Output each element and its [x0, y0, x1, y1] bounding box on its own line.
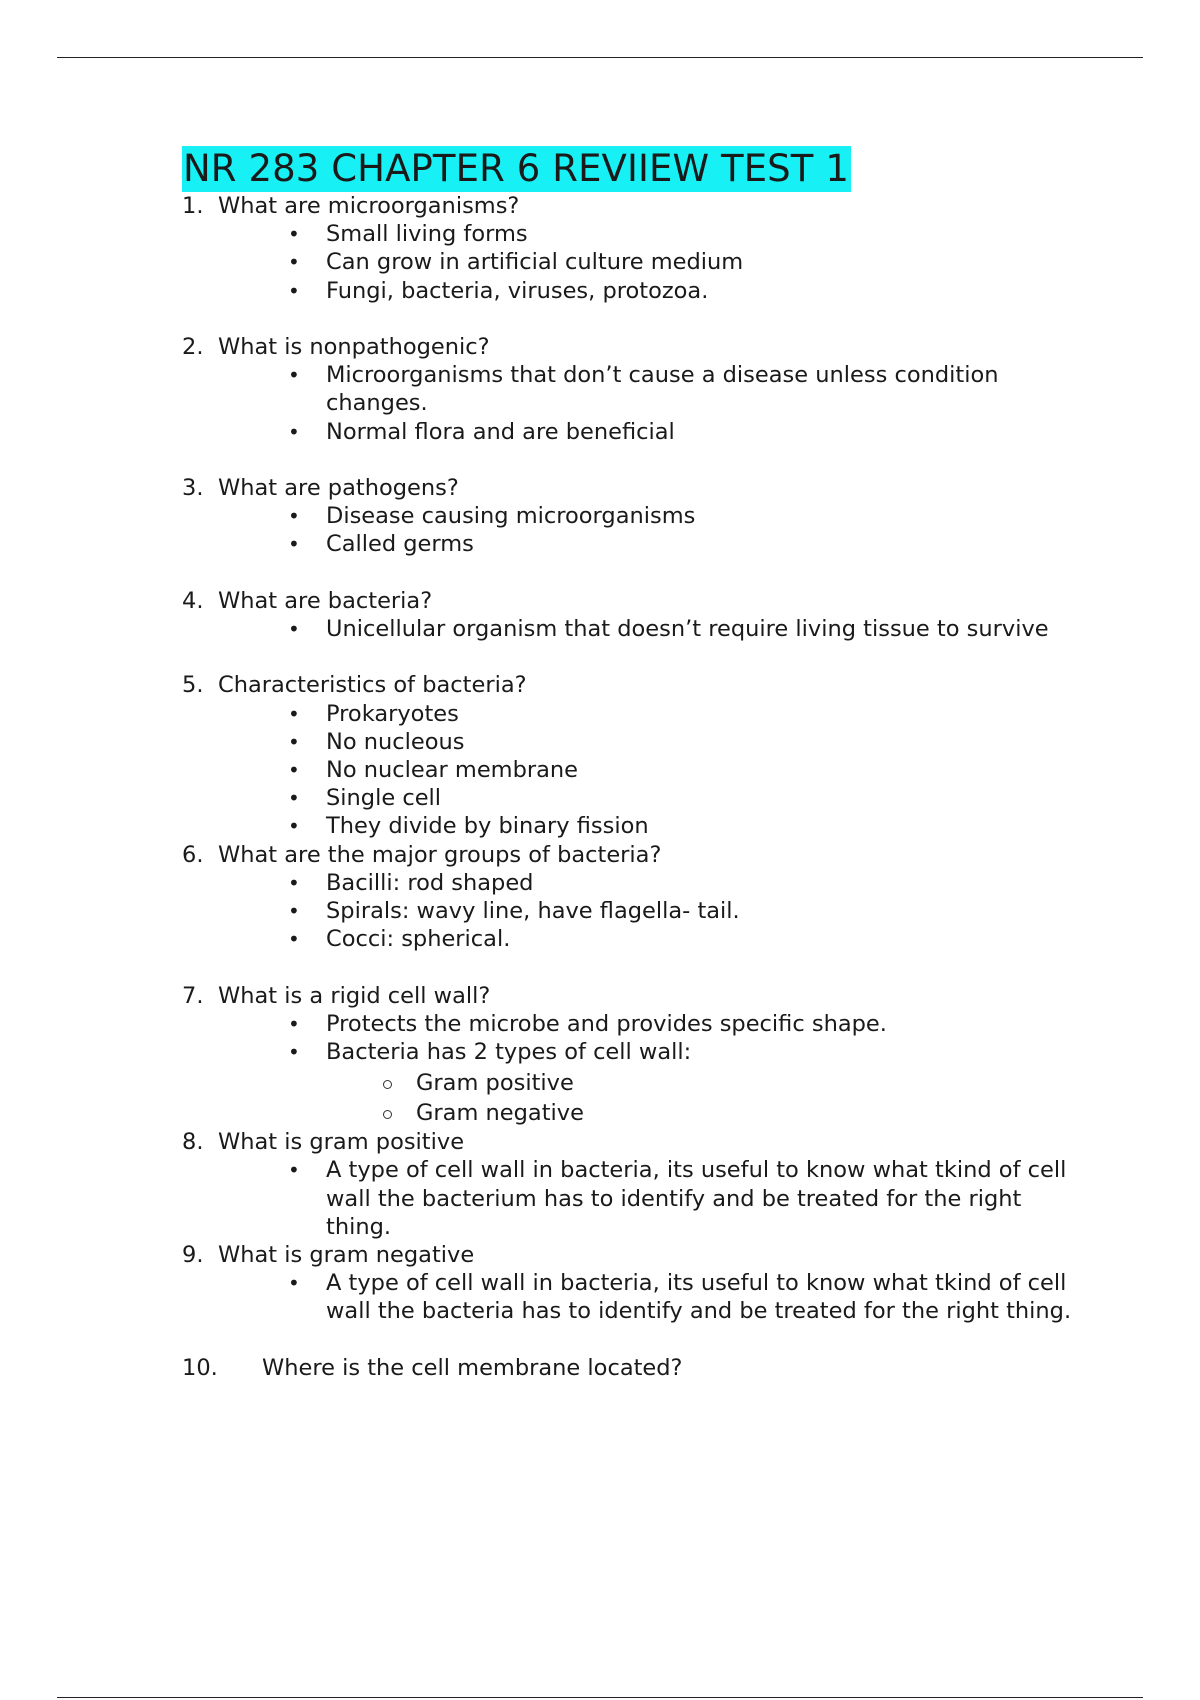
answer-bullet: • Small living forms — [326, 220, 1082, 248]
question-number: 3. — [182, 475, 204, 501]
question-number: 2. — [182, 334, 204, 360]
sub-bullet: Gram negative — [416, 1098, 1082, 1128]
answer-bullet: • Fungi, bacteria, viruses, protozoa. — [326, 277, 1082, 305]
question-item — [182, 1241, 1082, 1354]
answer-bullet: • Can grow in artificial culture medium — [326, 248, 1082, 276]
title-block — [182, 146, 1082, 192]
answer-bullet: • No nuclear membrane — [326, 756, 1082, 784]
answer-bullet: • They divide by binary fission — [326, 812, 1082, 840]
question-text: What are pathogens? — [218, 475, 459, 501]
question-number: 1. — [182, 193, 204, 219]
answer-bullet — [326, 1038, 1082, 1128]
question-number: 6. — [182, 841, 204, 868]
question-number: 9. — [182, 1242, 204, 1269]
answer-bullet: • Bacilli: rod shaped — [326, 869, 1082, 897]
question-item — [182, 1354, 1082, 1382]
question-item — [182, 671, 1082, 840]
answer-bullet: • Microorganisms that don’t cause a disease unless condition changes. — [326, 361, 1082, 417]
question-item — [182, 192, 1082, 333]
question-item — [182, 587, 1082, 672]
bottom-rule — [57, 1697, 1143, 1698]
question-text: Where is the cell membrane located? — [262, 1354, 683, 1381]
page-title: NR 283 CHAPTER 6 REVIIEW TEST 1 — [183, 147, 849, 190]
question-text: What is gram positive — [218, 1129, 465, 1156]
question-text: What is a rigid cell wall? — [218, 982, 491, 1009]
question-text: What are the major groups of bacteria? — [218, 841, 662, 868]
question-text: What is nonpathogenic? — [218, 334, 490, 360]
sub-bullet: Gram positive — [416, 1068, 1082, 1098]
answer-bullet: • A type of cell wall in bacteria, its useful to know what tkind of cell wall the bacteria has to identify and be treated for the right thing. — [326, 1269, 1082, 1325]
answer-bullet: • No nucleous — [326, 728, 1082, 756]
answer-bullet: • Protects the microbe and provides specific shape. — [326, 1010, 1082, 1038]
question-number: 8. — [182, 1129, 204, 1156]
answer-bullet: • Normal flora and are beneficial — [326, 418, 1082, 446]
question-number: 4. — [182, 587, 204, 614]
answer-bullet: • A type of cell wall in bacteria, its useful to know what tkind of cell wall the bacterium has to identify and be treated for the right thing. — [326, 1156, 1082, 1241]
answer-bullet: • Cocci: spherical. — [326, 925, 1082, 953]
answer-bullet-text: Bacteria has 2 types of cell wall: — [326, 1039, 692, 1066]
question-item — [182, 474, 1082, 587]
answer-bullet: • Disease causing microorganisms — [326, 502, 1082, 530]
question-item — [182, 841, 1082, 982]
answer-bullet: • Prokaryotes — [326, 700, 1082, 728]
top-rule — [57, 57, 1143, 58]
question-number: 10. — [182, 1354, 218, 1381]
question-text: What is gram negative — [218, 1242, 475, 1269]
answer-bullet: • Single cell — [326, 784, 1082, 812]
question-number: 7. — [182, 982, 204, 1009]
answer-bullet: • Spirals: wavy line, have flagella- tail. — [326, 897, 1082, 925]
question-text: What are microorganisms? — [218, 193, 520, 219]
question-text: What are bacteria? — [218, 587, 433, 614]
question-number: 5. — [182, 672, 204, 699]
answer-bullet: • Called germs — [326, 530, 1082, 558]
document-body — [182, 146, 1082, 1382]
question-item — [182, 333, 1082, 474]
answer-bullet: • Unicellular organism that doesn’t require living tissue to survive — [326, 615, 1082, 643]
question-item — [182, 982, 1082, 1129]
question-item — [182, 1128, 1082, 1241]
question-text: Characteristics of bacteria? — [218, 672, 527, 699]
